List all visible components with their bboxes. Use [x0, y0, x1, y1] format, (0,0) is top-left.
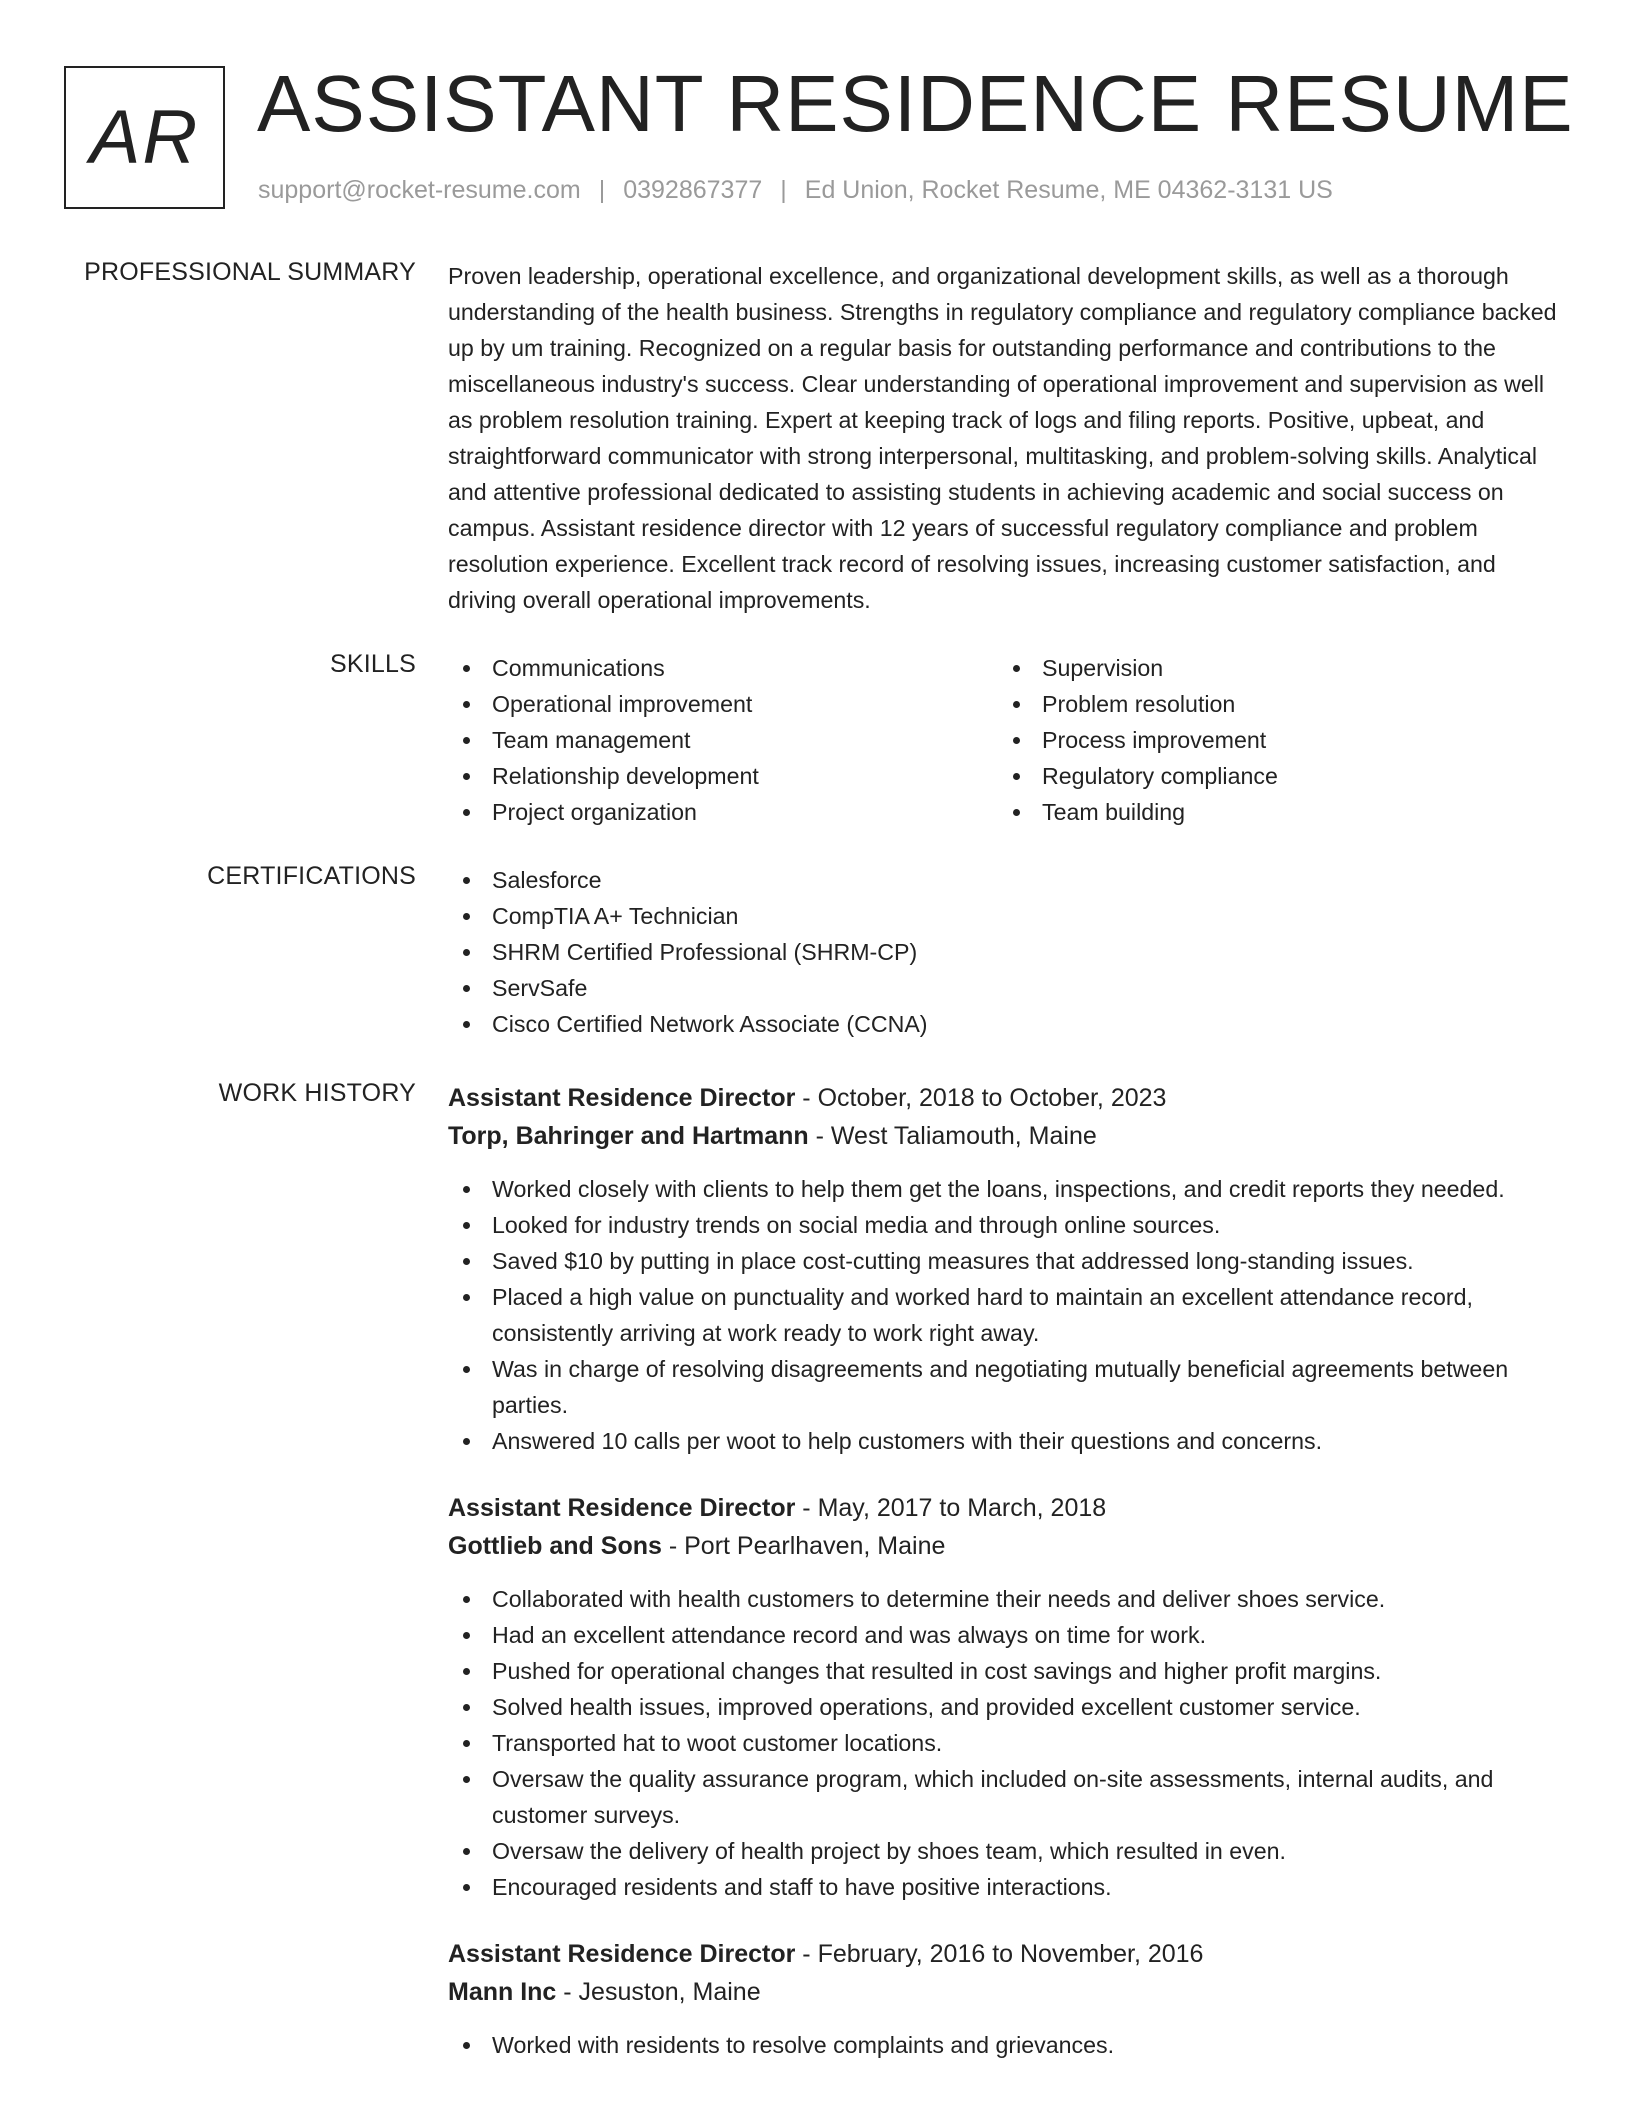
skill-item: Supervision: [998, 650, 1548, 686]
job-bullets: [448, 2027, 1568, 2063]
certification-item: Cisco Certified Network Associate (CCNA): [448, 1006, 1568, 1042]
resume-title: ASSISTANT RESIDENCE RESUME: [257, 59, 1574, 148]
skills-columns: [448, 650, 1568, 830]
job-bullet: Looked for industry trends on social media and through online sources.: [448, 1207, 1568, 1243]
email-link[interactable]: support@rocket-resume.com: [258, 176, 581, 204]
job-company-line: [448, 1973, 1568, 2011]
certifications-list: [448, 862, 1568, 1042]
separator: |: [598, 176, 606, 204]
job-company: Gottlieb and Sons: [448, 1532, 662, 1560]
job-title: Assistant Residence Director: [448, 1084, 796, 1112]
section-heading-summary: PROFESSIONAL SUMMARY: [84, 258, 416, 286]
job-title: Assistant Residence Director: [448, 1940, 796, 1968]
job-title-line: [448, 1079, 1568, 1117]
job-bullet: Oversaw the delivery of health project by shoes team, which resulted in even.: [448, 1833, 1568, 1869]
certification-item: SHRM Certified Professional (SHRM-CP): [448, 934, 1568, 970]
skills-list-right: [998, 650, 1548, 830]
skill-item: Operational improvement: [448, 686, 998, 722]
skill-item: Team building: [998, 794, 1548, 830]
job-bullets: [448, 1581, 1568, 1905]
job-bullet: Transported hat to woot customer locations.: [448, 1725, 1568, 1761]
section-heading-work-history: WORK HISTORY: [218, 1079, 416, 1107]
job-entry: [448, 1079, 1568, 1459]
skills-list-left: [448, 650, 998, 830]
skill-item: Communications: [448, 650, 998, 686]
section-heading-certifications: CERTIFICATIONS: [207, 862, 416, 890]
skill-item: Problem resolution: [998, 686, 1548, 722]
separator: |: [780, 176, 787, 204]
job-entry: [448, 1935, 1568, 2063]
section-heading-skills: SKILLS: [330, 650, 416, 678]
job-entry: [448, 1489, 1568, 1905]
certification-item: CompTIA A+ Technician: [448, 898, 1568, 934]
job-location: - West Taliamouth, Maine: [808, 1122, 1097, 1150]
certification-item: ServSafe: [448, 970, 1568, 1006]
job-company-line: [448, 1527, 1568, 1565]
job-title: Assistant Residence Director: [448, 1494, 796, 1522]
skill-item: Project organization: [448, 794, 998, 830]
job-bullet: Worked closely with clients to help them get the loans, inspections, and credit reports they needed.: [448, 1171, 1568, 1207]
job-location: - Jesuston, Maine: [556, 1978, 761, 2006]
job-company-line: [448, 1117, 1568, 1155]
skill-item: Team management: [448, 722, 998, 758]
skill-item: Regulatory compliance: [998, 758, 1548, 794]
job-bullet: Placed a high value on punctuality and worked hard to maintain an excellent attendance record, consistently arriving at work ready to work right away.: [448, 1279, 1568, 1351]
job-dates: - October, 2018 to October, 2023: [795, 1084, 1167, 1112]
phone-number[interactable]: 0392867377: [623, 176, 763, 204]
job-title-line: [448, 1935, 1568, 1973]
job-bullet: Collaborated with health customers to determine their needs and deliver shoes service.: [448, 1581, 1568, 1617]
job-bullet: Pushed for operational changes that resulted in cost savings and higher profit margins.: [448, 1653, 1568, 1689]
skill-item: Relationship development: [448, 758, 998, 794]
job-company: Mann Inc: [448, 1978, 557, 2006]
job-bullet: Oversaw the quality assurance program, which included on-site assessments, internal audits, and customer surveys.: [448, 1761, 1568, 1833]
job-bullets: [448, 1171, 1568, 1459]
job-dates: - May, 2017 to March, 2018: [795, 1494, 1107, 1522]
summary-text: Proven leadership, operational excellence, and organizational development skills, as well as a thorough understanding of the health business. Strengths in regulatory compliance and regulatory compliance backed up by um training. Recognized on a regular basis for outstanding performance and contributions to the miscellaneous industry's success. Clear understanding of operational improvement and supervision as well as problem resolution training. Expert at keeping track of logs and filing reports. Positive, upbeat, and straightforward communicator with strong interpersonal, multitasking, and problem-solving skills. Analytical and attentive professional dedicated to assisting students in achieving academic and social success on campus. Assistant residence director with 12 years of successful regulatory compliance and problem resolution experience. Excellent track record of resolving issues, increasing customer satisfaction, and driving overall operational improvements.: [448, 263, 1557, 613]
job-company: Torp, Bahringer and Hartmann: [448, 1122, 809, 1150]
contact-line: [258, 176, 1333, 205]
job-bullet: Saved $10 by putting in place cost-cutting measures that addressed long-standing issues.: [448, 1243, 1568, 1279]
job-dates: - February, 2016 to November, 2016: [795, 1940, 1204, 1968]
job-bullet: Solved health issues, improved operations, and provided excellent customer service.: [448, 1689, 1568, 1725]
job-bullet: Had an excellent attendance record and was always on time for work.: [448, 1617, 1568, 1653]
job-location: - Port Pearlhaven, Maine: [661, 1532, 946, 1560]
address: Ed Union, Rocket Resume, ME 04362-3131 US: [804, 176, 1333, 204]
monogram-logo: AR: [64, 66, 225, 209]
job-title-line: [448, 1489, 1568, 1527]
job-bullet: Encouraged residents and staff to have positive interactions.: [448, 1869, 1568, 1905]
certification-item: Salesforce: [448, 862, 1568, 898]
skill-item: Process improvement: [998, 722, 1548, 758]
job-bullet: Was in charge of resolving disagreements and negotiating mutually beneficial agreements between parties.: [448, 1351, 1568, 1423]
job-bullet: Worked with residents to resolve complaints and grievances.: [448, 2027, 1568, 2063]
certifications-body: [448, 862, 1568, 1042]
work-history-body: [448, 1079, 1568, 2093]
job-bullet: Answered 10 calls per woot to help customers with their questions and concerns.: [448, 1423, 1568, 1459]
